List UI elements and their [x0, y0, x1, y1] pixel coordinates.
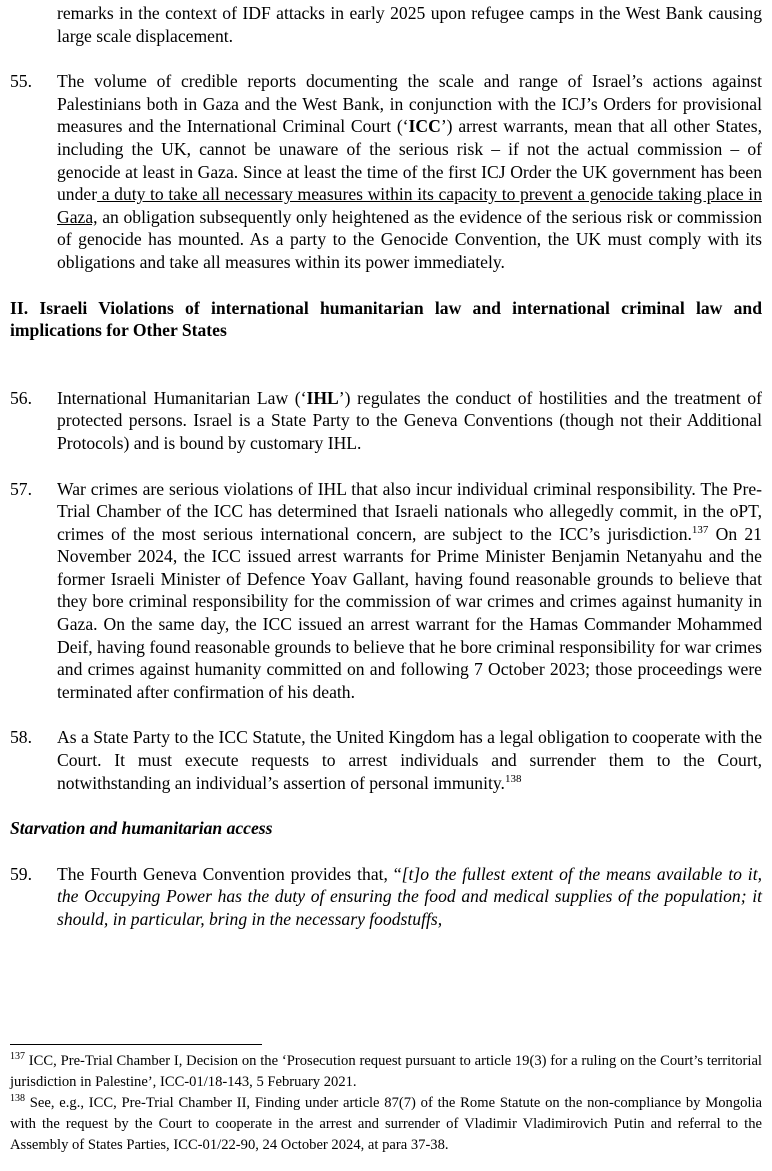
- paragraph-number: 56.: [10, 387, 32, 408]
- paragraph-59: [10, 863, 762, 931]
- paragraph-text: ’) arrest warrants, mean that all other States, including the UK, cannot be unaware of the serious risk – if not the actual commission – of genocide at least in Gaza. Since at least the time of the first ICJ Order the UK government has been under: [57, 116, 762, 205]
- paragraph-text: The volume of credible reports documenting the scale and range of Israel’s actions against Palestinians both in Gaza and the West Bank, in conjunction with the ICJ’s Orders for provisional measures and the International Criminal Court (‘: [57, 71, 762, 137]
- section-heading: II. Israeli Violations of international humanitarian law and international criminal law and implications for Other States: [10, 297, 762, 341]
- footnote-ref-138[interactable]: 138: [504, 772, 522, 785]
- footnote-text: ICC, Pre-Trial Chamber I, Decision on the ‘Prosecution request pursuant to article 19(3) for a ruling on the Court’s territorial jurisdiction in Palestine’, ICC-01/18-143, 5 February 2021.: [10, 1053, 762, 1090]
- paragraph-57: [10, 478, 762, 704]
- paragraph-58: [10, 726, 762, 794]
- paragraph-text: On 21 November 2024, the ICC issued arrest warrants for Prime Minister Benjamin Netanyahu and the former Israeli Minister of Defence Yoav Gallant, having found reasonable grounds to believe that they bore criminal responsibility for the commission of war crimes and crimes against humanity in Gaza. On the same day, the ICC issued an arrest warrant for the Hamas Commander Mohammed Deif, having found reasonable grounds to believe that he bore criminal responsibility for war crimes and crimes against humanity committed on and following 7 October 2023; those proceedings were terminated after confirmation of his death.: [57, 523, 763, 702]
- defined-term-icc: ICC: [408, 116, 441, 137]
- underlined-obligation: a duty to take all necessary measures within its capacity to prevent a genocide taking place in Gaza,: [57, 184, 762, 227]
- paragraph-55: [10, 70, 762, 273]
- footnote-number: 137: [10, 1051, 25, 1063]
- paragraph-54-continuation: [10, 2, 762, 47]
- quote-bracket: [t]: [401, 863, 421, 884]
- paragraph-text: an obligation subsequently only heightened as the evidence of the serious risk or commission of genocide has mounted. As a party to the Genocide Convention, the UK must comply with its obligations and take all measures within its power immediately.: [57, 206, 762, 272]
- paragraph-number: 57.: [10, 478, 32, 499]
- document-body: [10, 2, 762, 931]
- footnote-138: [10, 1093, 762, 1156]
- paragraph-56: [10, 387, 762, 455]
- paragraph-text: International Humanitarian Law (‘: [57, 387, 307, 408]
- paragraph-number: 59.: [10, 863, 32, 884]
- footnotes-section: [10, 1044, 762, 1156]
- paragraph-text: As a State Party to the ICC Statute, the United Kingdom has a legal obligation to cooperate with the Court. It must execute requests to arrest individuals and surrender them to the Court, notwithstanding an individual’s assertion of personal immunity.: [57, 727, 762, 793]
- footnote-137: [10, 1051, 762, 1093]
- paragraph-text: The Fourth Geneva Convention provides that, “: [57, 863, 402, 884]
- footnote-number: 138: [10, 1093, 25, 1105]
- footnote-text: See, e.g., ICC, Pre-Trial Chamber II, Finding under article 87(7) of the Rome Statute on the non-compliance by Mongolia with the request by the Court to cooperate in the arrest and surrender of Vladimir Vladimirovich Putin and referral to the Assembly of States Parties, ICC-01/22-90, 24 October 2024, at para 37-38.: [10, 1095, 762, 1153]
- quote-text: o the fullest extent of the means available to it, the Occupying Power has the duty of ensuring the food and medical supplies of the population; it should, in particular, bring in the necessary foodstuffs,: [57, 863, 762, 929]
- subsection-heading: Starvation and humanitarian access: [10, 818, 273, 839]
- paragraph-text: ’) regulates the conduct of hostilities and the treatment of protected persons. Israel is a State Party to the Geneva Conventions (though not their Additional Protocols) and is bound by customary IHL.: [57, 387, 762, 453]
- paragraph-text: War crimes are serious violations of IHL that also incur individual criminal responsibility. The Pre-Trial Chamber of the ICC has determined that Israeli nationals who allegedly commit, in the oPT, crimes of the most serious international concern, are subject to the ICC’s jurisdiction.: [57, 478, 762, 544]
- footnote-separator: [10, 1044, 262, 1045]
- paragraph-54-text: remarks in the context of IDF attacks in early 2025 upon refugee camps in the West Bank causing large scale displacement.: [57, 3, 762, 46]
- paragraph-number: 55.: [10, 71, 32, 92]
- defined-term-ihl: IHL: [306, 387, 339, 408]
- footnote-ref-137[interactable]: 137: [691, 523, 709, 536]
- paragraph-number: 58.: [10, 727, 32, 748]
